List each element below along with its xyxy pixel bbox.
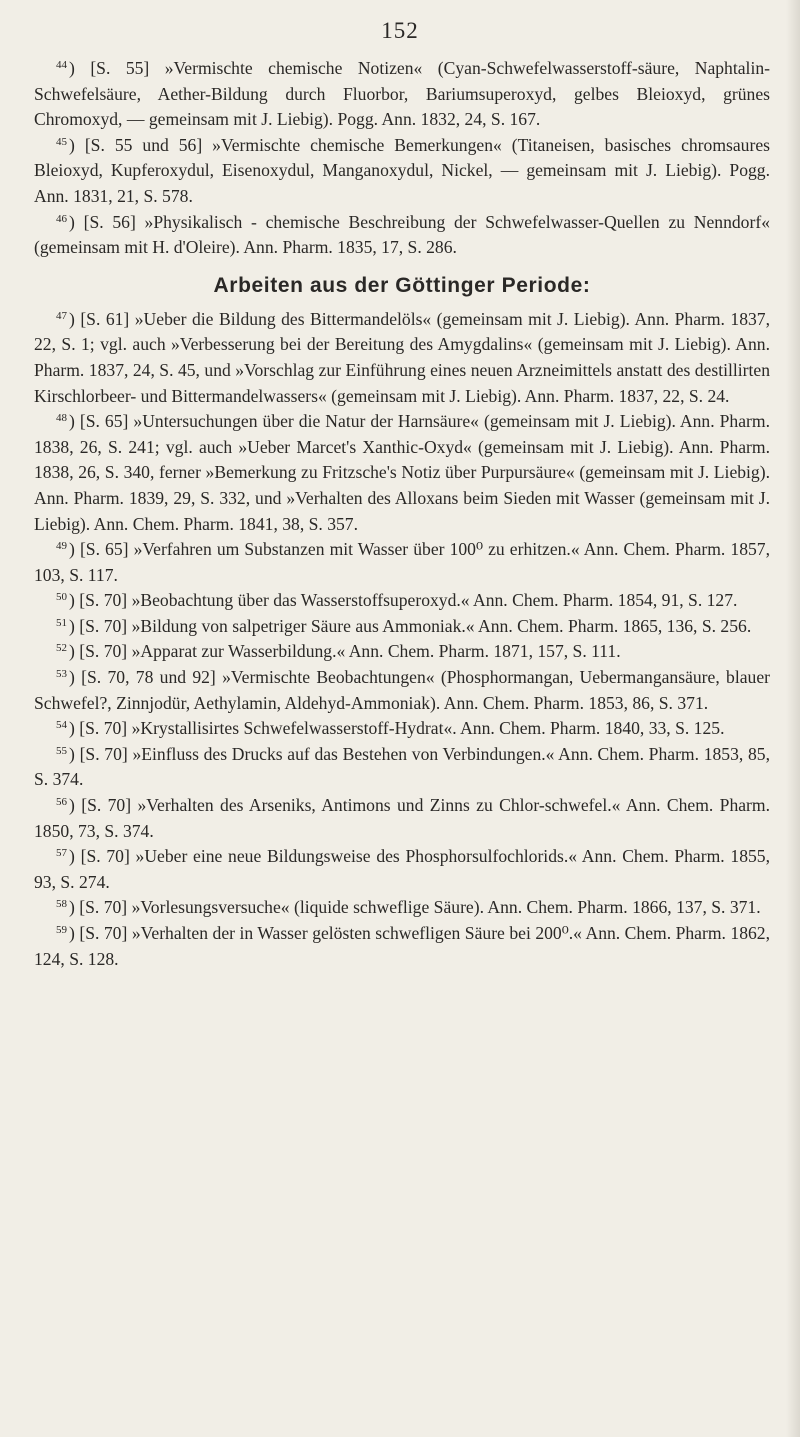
footnote-entry [34,537,770,588]
footnote-number: 57 [56,847,67,860]
footnote-paren: ) [69,590,80,611]
footnote-paren: ) [69,308,81,329]
footnote-entry [34,895,770,921]
footnote-paren: ) [69,718,80,739]
footnote-entry [34,614,770,640]
footnote-text: »Bildung von salpetriger Säure aus Ammoniak.« Ann. Chem. Pharm. 1865, 136, S. 256. [127,615,752,636]
footnote-entry [34,844,770,895]
footnote-paren: ) [69,923,80,943]
footnote-entry [34,307,770,409]
footnote-page-ref: [S. 61] [80,308,130,329]
footnote-text: »Verhalten des Arseniks, Antimons und Zinns zu Chlor-schwefel.« Ann. Chem. Pharm. 1850, 73, S. 374. [34,795,770,841]
footnote-page-ref: [S. 65] [79,539,129,560]
footnote-entry [34,133,770,210]
page-content [34,56,770,972]
footnote-number: 53 [56,668,67,681]
footnote-entry [34,742,770,793]
footnote-entry [34,639,770,665]
page-number: 152 [381,18,419,43]
footnote-page-ref: [S. 70] [80,846,130,867]
footnote-number: 58 [56,898,67,911]
footnote-page-ref: [S. 70] [79,923,128,943]
footnote-number: 48 [56,412,67,425]
footnote-paren: ) [69,539,80,560]
footnote-number: 51 [56,616,67,629]
footnote-entry [34,665,770,716]
footnote-text: »Physikalisch - chemische Beschreibung der Schwefelwasser-Quellen zu Nenndorf« (gemeinsam mit H. d'Oleire). Ann. Pharm. 1835, 17, S. 286. [34,211,770,258]
footnote-paren: ) [69,411,80,432]
footnote-text: »Krystallisirtes Schwefelwasserstoff-Hydrat«. Ann. Chem. Pharm. 1840, 33, S. 125. [127,718,725,739]
footnote-text: »Vermischte chemische Notizen« (Cyan-Schwefelwasserstoff-säure, Naphtalin-Schwefelsäure, Aether-Bildung durch Fluorbor, Bariumsuperoxyd, gelbes Bleioxyd, grünes Chromoxyd, — gemeinsam mit J. Liebig). Pogg. Ann. 1832, 24, S. 167. [34,58,770,130]
footnote-page-ref: [S. 70, 78 und 92] [81,667,216,688]
footnote-number: 47 [56,309,67,322]
footnote-text: »Einfluss des Drucks auf das Bestehen von Verbindungen.« Ann. Chem. Pharm. 1853, 85, S. 374. [34,743,770,790]
footnote-paren: ) [69,846,81,867]
footnote-number: 54 [56,719,67,732]
footnote-number: 52 [56,642,67,655]
footnote-page-ref: [S. 55 und 56] [84,134,203,155]
footnote-text: »Ueber eine neue Bildungsweise des Phosphorsulfochlorids.« Ann. Chem. Pharm. 1855, 93, S. 274. [34,846,770,892]
footnote-entry [34,409,770,537]
footnote-text: »Beobachtung über das Wasserstoffsuperoxyd.« Ann. Chem. Pharm. 1854, 91, S. 127. [127,590,738,611]
footnote-text: »Apparat zur Wasserbildung.« Ann. Chem. Pharm. 1871, 157, S. 111. [127,641,621,662]
footnote-paren: ) [69,58,91,78]
footnote-page-ref: [S. 70] [79,615,128,636]
footnote-page-ref: [S. 70] [81,795,132,816]
footnote-number: 49 [56,540,67,553]
footnote-number: 59 [56,924,67,936]
footnote-number: 46 [56,212,67,225]
footnote-paren: ) [69,795,82,816]
footnote-number: 45 [56,135,67,148]
section-heading: Arbeiten aus der Göttinger Periode: [213,273,591,297]
footnote-paren: ) [69,134,85,155]
footnote-number: 56 [56,796,67,809]
footnote-paren: ) [69,615,80,636]
footnote-paren: ) [69,641,80,662]
footnote-page-ref: [S. 70] [79,743,128,764]
footnote-page-ref: [S. 70] [79,590,128,611]
footnote-paren: ) [69,211,84,232]
footnote-text: »Vorlesungsversuche« (liquide schwefligе Säure). Ann. Chem. Pharm. 1866, 137, S. 371. [127,897,761,918]
footnote-number: 55 [56,744,67,757]
footnote-page-ref: [S. 55] [90,58,150,78]
footnote-text: »Vermischte Beobachtungen« (Phosphormangan, Uebermangansäure, blauer Schwefel?, Zinnjodür, Aethylamin, Aldehyd-Ammoniak). Ann. Chem. Pharm. 1853, 86, S. 371. [34,667,770,713]
footnote-page-ref: [S. 70] [79,897,128,918]
footnote-text: »Verfahren um Substanzen mit Wasser über 100⁰ zu erhitzen.« Ann. Chem. Pharm. 1857, 103, S. 117. [34,539,770,585]
footnote-text: »Verhalten der in Wasser gelösten schwefligen Säure bei 200⁰.« Ann. Chem. Pharm. 1862, 124, S. 128. [34,923,770,969]
footnote-page-ref: [S. 70] [79,718,128,739]
page-edge-shadow [786,0,800,1437]
footnote-paren: ) [69,743,80,764]
footnote-entry [34,56,770,133]
footnote-entry [34,210,770,261]
footnote-entry [34,793,770,844]
footnote-page-ref: [S. 65] [79,411,129,432]
footnote-paren: ) [69,897,80,918]
footnote-entry [34,921,770,972]
footnote-text: »Ueber die Bildung des Bittermandelöls« (gemeinsam mit J. Liebig). Ann. Pharm. 1837, 22, S. 1; vgl. auch »Verbesserung bei der Bereitung des Amygdalins« (gemeinsam mit J. Liebig). Ann. Pharm. 1837, 24, S. 45, und »Vorschlag zur Einführung eines neuen Arzneimittels anstatt des destillirten Kirschlorbeer- und Bittermandelwassers« (gemeinsam mit J. Liebig). Ann. Pharm. 1837, 22, S. 24. [34,308,770,406]
footnote-text: »Untersuchungen über die Natur der Harnsäure« (gemeinsam mit J. Liebig). Ann. Pharm. 1838, 26, S. 241; vgl. auch »Ueber Marcet's Xanthic-Oxyd« (gemeinsam mit J. Liebig). Ann. Pharm. 1838, 26, S. 340, ferner »Bemerkung zu Fritzsche's Notiz über Purpursäure« (gemeinsam mit J. Liebig). Ann. Pharm. 1839, 29, S. 332, und »Verhalten des Alloxans beim Sieden mit Wasser (gemeinsam mit J. Liebig). Ann. Chem. Pharm. 1841, 38, S. 357. [34,411,770,534]
footnote-text: »Vermischte chemische Bemerkungen« (Titaneisen, basisches chromsaures Bleioxyd, Kupferoxydul, Eisenoxydul, Manganoxydul, Nickel, — gemeinsam mit J. Liebig). Pogg. Ann. 1831, 21, S. 578. [34,134,770,206]
footnote-list-after [34,307,770,972]
footnote-number: 50 [56,591,67,604]
footnote-number: 44 [56,59,67,71]
footnote-list-before [34,56,770,261]
footnote-page-ref: [S. 70] [79,641,128,662]
footnote-entry [34,588,770,614]
footnote-paren: ) [69,667,82,688]
footnote-entry [34,716,770,742]
footnote-page-ref: [S. 56] [83,211,136,232]
